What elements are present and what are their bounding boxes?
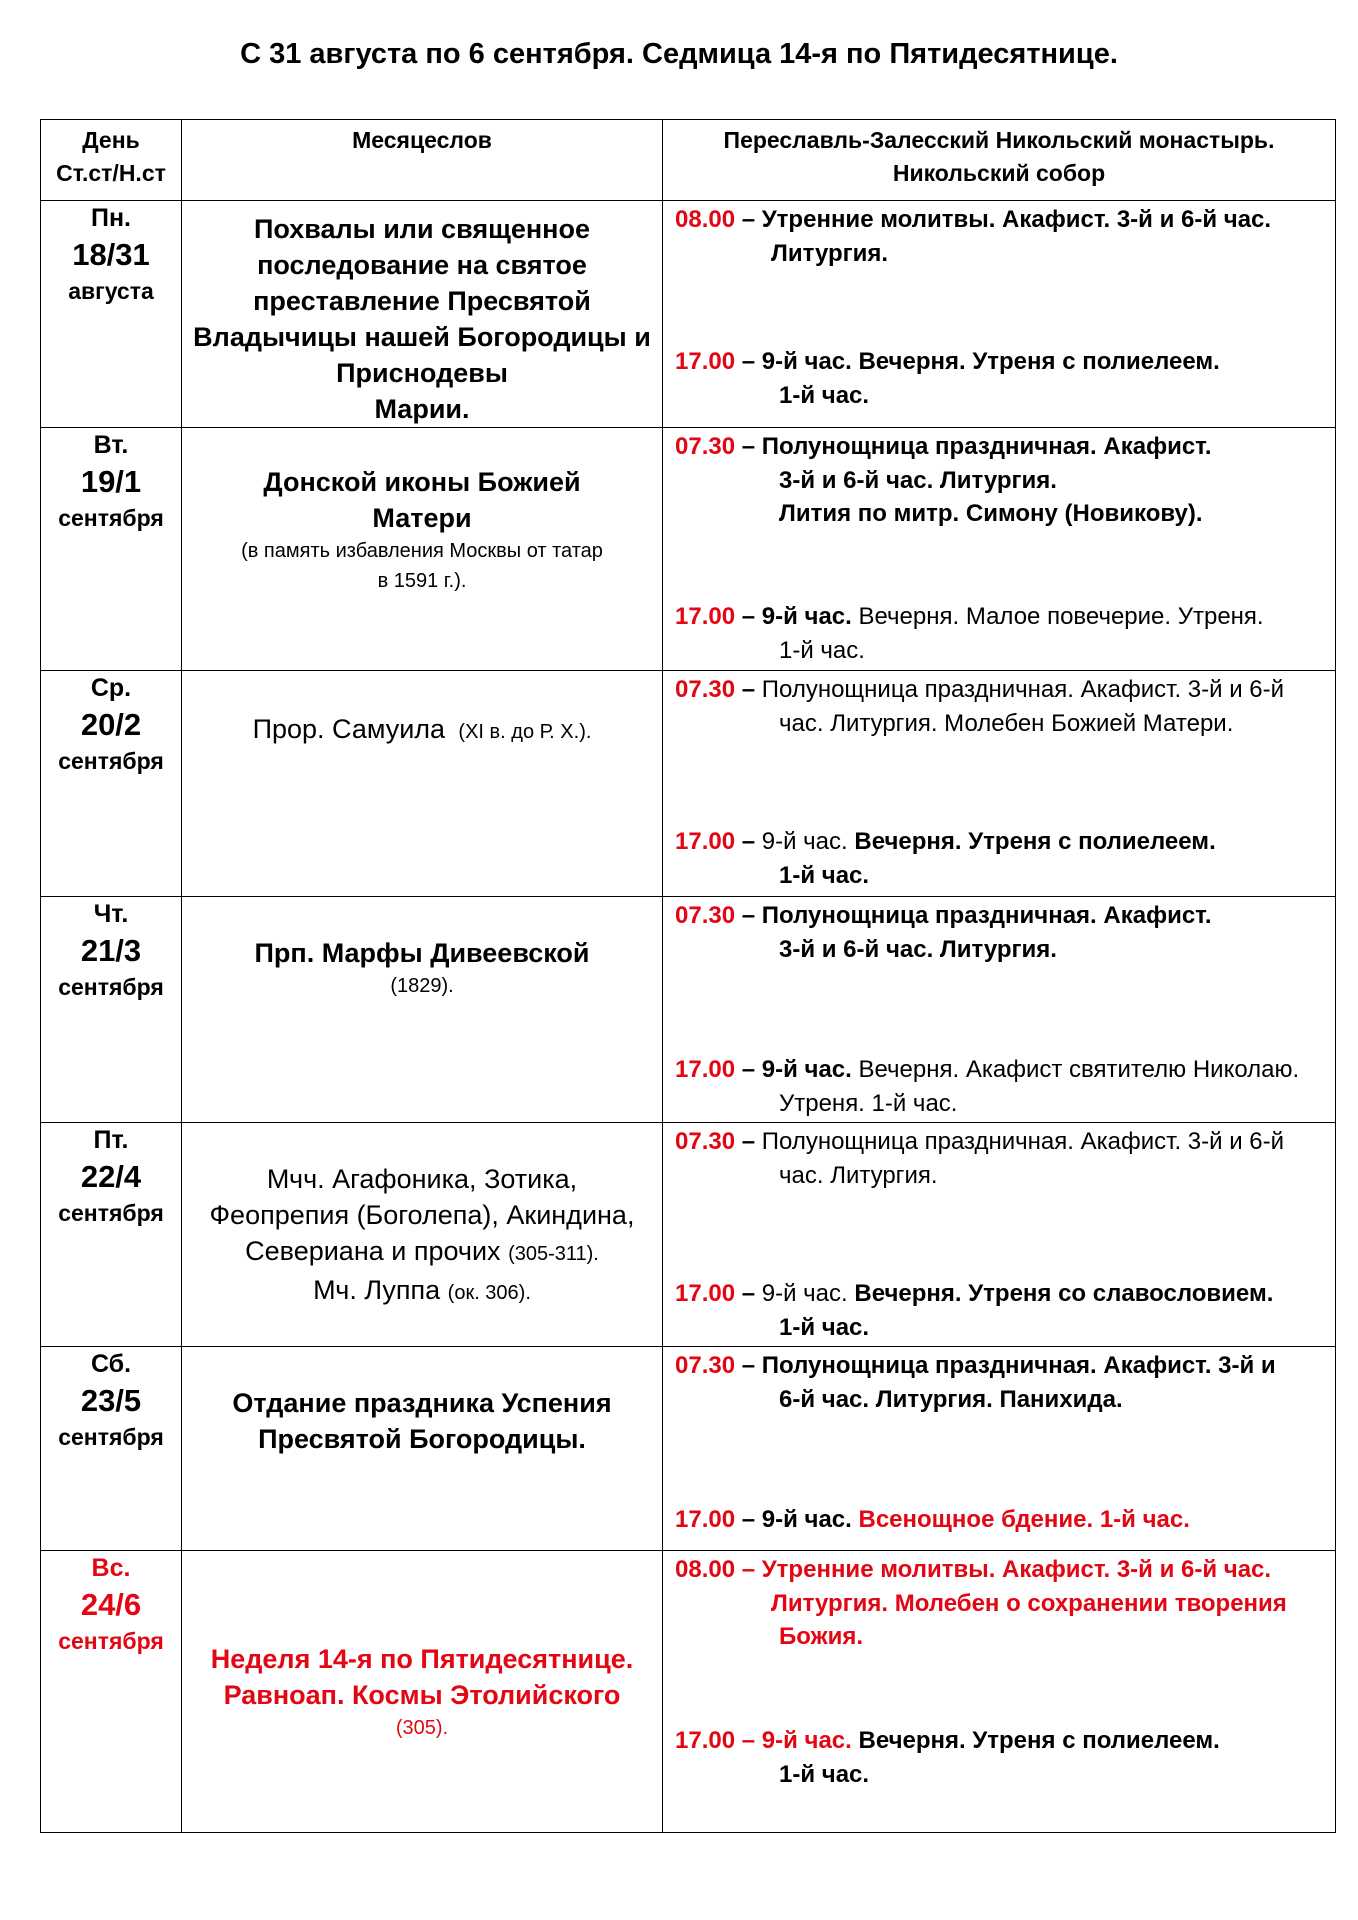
month: сентября (58, 1200, 164, 1226)
service-block-morning (675, 430, 1329, 531)
month: августа (68, 278, 154, 304)
dash: – (735, 433, 762, 460)
month: сентября (58, 1424, 164, 1450)
dash: – (735, 902, 762, 929)
date: 22/4 (80, 1159, 142, 1194)
feast-title: Похвалы или священное последование на святое преставление Пресвятой Владычицы нашей Богородицы и Приснодевы (193, 214, 651, 388)
service-text: 3-й и 6-й час. Литургия. (779, 466, 1057, 494)
weekday: Сб. (90, 1350, 132, 1378)
service-time: 08.00 (675, 1556, 736, 1583)
service-block-evening (675, 825, 1329, 892)
feast-note: (1829). (390, 975, 454, 997)
service-text: Утренние молитвы. Акафист. 3-й и 6-й час. (761, 206, 1272, 233)
service-text: 9-й час. Вечерня. Утреня с полиелеем. (761, 348, 1220, 375)
service-time: 17.00 (675, 1280, 736, 1307)
header-monastery-line2: Никольский собор (892, 160, 1106, 186)
dash: – (735, 1727, 762, 1754)
service-block-evening (675, 1053, 1329, 1120)
dash: – (735, 1556, 762, 1583)
service-block-morning (675, 1553, 1329, 1654)
menologion-cell (182, 201, 663, 428)
service-text-bold: Вечерня. Утреня с полиелеем. (854, 828, 1216, 855)
service-text: Божия. (779, 1623, 864, 1650)
menologion-cell (182, 897, 663, 1123)
table-row (41, 671, 1336, 897)
feast-title-end: Пресвятой Богородицы. (258, 1424, 586, 1454)
service-text: час. Литургия. (779, 1161, 938, 1189)
service-text: 3-й и 6-й час. Литургия. (779, 935, 1057, 963)
schedule-table (40, 119, 1336, 1833)
schedule-cell (663, 1347, 1336, 1551)
month: сентября (58, 1628, 164, 1654)
day-cell (41, 201, 182, 428)
service-time: 17.00 (675, 1506, 736, 1533)
dash: – (735, 1506, 762, 1533)
service-text-bold: Вечерня. Утреня с полиелеем. (851, 1727, 1220, 1754)
service-time: 07.30 (675, 1352, 736, 1379)
table-row (41, 428, 1336, 671)
service-text: 9-й час. (761, 828, 855, 855)
service-time: 07.30 (675, 433, 736, 460)
weekday: Вт. (93, 431, 129, 459)
weekday: Пн. (90, 204, 131, 232)
dash: – (735, 828, 762, 855)
menologion-cell (182, 428, 663, 671)
date: 18/31 (72, 237, 150, 272)
service-text: 6-й час. Литургия. Панихида. (779, 1385, 1123, 1413)
page-title: С 31 августа по 6 сентября. Седмица 14-я по Пятидесятнице. (240, 38, 1118, 70)
header-monastery (663, 120, 1336, 201)
menologion-cell (182, 1551, 663, 1833)
service-text: Вечерня. Акафист святителю Николаю. (851, 1056, 1300, 1083)
service-text-bold: Вечерня. Утреня со славословием. (854, 1280, 1274, 1307)
service-block-evening (675, 600, 1329, 667)
schedule-cell (663, 1123, 1336, 1347)
feast-title: Неделя 14-я по Пятидесятнице. (210, 1643, 634, 1674)
service-block-morning (675, 899, 1329, 966)
header-day-sublabel: Ст.ст/Н.ст (56, 160, 166, 186)
month: сентября (58, 974, 164, 1000)
service-time: 17.00 (675, 603, 736, 630)
service-time: 17.00 (675, 1727, 736, 1754)
service-time: 07.30 (675, 676, 736, 703)
service-text: Полунощница праздничная. Акафист. 3-й и (761, 1352, 1276, 1379)
feast-note: (ок. 306). (447, 1282, 531, 1304)
month: сентября (58, 748, 164, 774)
header-day-label: День (82, 127, 140, 153)
feast-title: Мчч. Агафоника, Зотика, (266, 1164, 578, 1194)
service-text-red: Всенощное бдение. 1-й час. (851, 1506, 1190, 1533)
service-text: 1-й час. (779, 861, 870, 889)
service-text: 1-й час. (779, 381, 870, 409)
service-text: Литургия. (771, 239, 889, 267)
day-cell (41, 671, 182, 897)
service-block-morning (675, 1125, 1329, 1192)
feast-title: Донской иконы Божией (263, 467, 581, 497)
service-text-red: 9-й час. (761, 1727, 852, 1754)
service-text: 9-й час. (761, 1280, 855, 1307)
feast-title-end: Марии. (374, 394, 470, 424)
feast-note: (305). (395, 1716, 449, 1739)
service-time: 17.00 (675, 348, 736, 375)
service-block-morning (675, 1349, 1329, 1416)
service-text: Полунощница праздничная. Акафист. (761, 433, 1212, 460)
feast-title-end: Матери (372, 503, 472, 533)
weekday: Ср. (90, 674, 132, 702)
table-row (41, 201, 1336, 428)
dash: – (735, 676, 762, 703)
feast-title: Прп. Марфы Дивеевской (254, 938, 590, 968)
feast-title-end: Равноап. Космы Этолийского (223, 1679, 621, 1710)
service-time: 08.00 (675, 206, 736, 233)
service-block-evening (675, 1503, 1329, 1537)
day-cell (41, 1347, 182, 1551)
service-time: 07.30 (675, 902, 736, 929)
service-text: Утреня. 1-й час. (779, 1089, 958, 1117)
service-time: 17.00 (675, 1056, 736, 1083)
day-cell (41, 1123, 182, 1347)
service-text-bold: 9-й час. (761, 1056, 852, 1083)
feast-note-end: в 1591 г.). (377, 570, 467, 592)
month: сентября (58, 505, 164, 531)
schedule-cell (663, 671, 1336, 897)
weekday: Пт. (93, 1126, 129, 1154)
table-row (41, 1123, 1336, 1347)
service-text: час. Литургия. Молебен Божией Матери. (779, 709, 1234, 737)
date: 23/5 (80, 1383, 142, 1418)
dash: – (735, 1056, 762, 1083)
service-text: Полунощница праздничная. Акафист. 3-й и 6-й (761, 676, 1285, 703)
date: 19/1 (80, 464, 142, 499)
service-text: Лития по митр. Симону (Новикову). (779, 500, 1203, 527)
feast-title: Феопрепия (Боголепа), Акиндина, (209, 1200, 635, 1230)
service-block-evening (675, 345, 1329, 412)
feast-title: Отдание праздника Успения (232, 1388, 612, 1418)
dash: – (735, 348, 762, 375)
feast-title: Севериана и прочих (245, 1236, 501, 1266)
weekday: Вс. (91, 1554, 131, 1582)
header-day (41, 120, 182, 201)
table-row (41, 1551, 1336, 1833)
service-block-morning (675, 673, 1329, 740)
menologion-cell (182, 1347, 663, 1551)
dash: – (735, 1280, 762, 1307)
feast-note: (XI в. до Р. Х.). (458, 721, 592, 743)
service-text-bold: 9-й час. (761, 603, 852, 630)
service-text: 1-й час. (779, 636, 865, 664)
service-block-morning (675, 203, 1329, 270)
day-cell (41, 428, 182, 671)
table-row (41, 1347, 1336, 1551)
header-menologion-label: Месяцеслов (352, 127, 492, 153)
service-text: Полунощница праздничная. Акафист. (761, 902, 1212, 929)
service-text: Полунощница праздничная. Акафист. 3-й и 6-й (761, 1128, 1285, 1155)
service-time: 07.30 (675, 1128, 736, 1155)
service-text: Вечерня. Малое повечерие. Утреня. (851, 603, 1264, 630)
feast-note: (305-311). (508, 1243, 599, 1265)
table-header-row (41, 120, 1336, 201)
service-text-bold: 9-й час. (761, 1506, 852, 1533)
service-block-evening (675, 1724, 1329, 1791)
date: 21/3 (80, 933, 142, 968)
schedule-cell (663, 428, 1336, 671)
schedule-cell (663, 1551, 1336, 1833)
date: 24/6 (80, 1587, 142, 1622)
dash: – (735, 603, 762, 630)
day-cell (41, 897, 182, 1123)
schedule-cell (663, 897, 1336, 1123)
dash: – (735, 1352, 762, 1379)
feast-title: Прор. Самуила (252, 714, 446, 744)
date: 20/2 (80, 707, 142, 742)
header-menologion (182, 120, 663, 201)
dash: – (735, 1128, 762, 1155)
dash: – (735, 206, 762, 233)
menologion-cell (182, 671, 663, 897)
feast-note: (в память избавления Москвы от татар (241, 540, 603, 562)
service-time: 17.00 (675, 828, 736, 855)
menologion-cell (182, 1123, 663, 1347)
table-row (41, 897, 1336, 1123)
schedule-cell (663, 201, 1336, 428)
service-text: 1-й час. (779, 1313, 870, 1341)
service-text: Литургия. Молебен о сохранении творения (771, 1589, 1287, 1617)
service-text: Утренние молитвы. Акафист. 3-й и 6-й час. (761, 1556, 1272, 1583)
service-text: 1-й час. (779, 1760, 870, 1788)
weekday: Чт. (93, 900, 129, 928)
header-monastery-line1: Переславль-Залесский Никольский монастырь. (723, 127, 1275, 153)
service-block-evening (675, 1277, 1329, 1344)
feast-title: Мч. Луппа (313, 1275, 441, 1305)
day-cell (41, 1551, 182, 1833)
